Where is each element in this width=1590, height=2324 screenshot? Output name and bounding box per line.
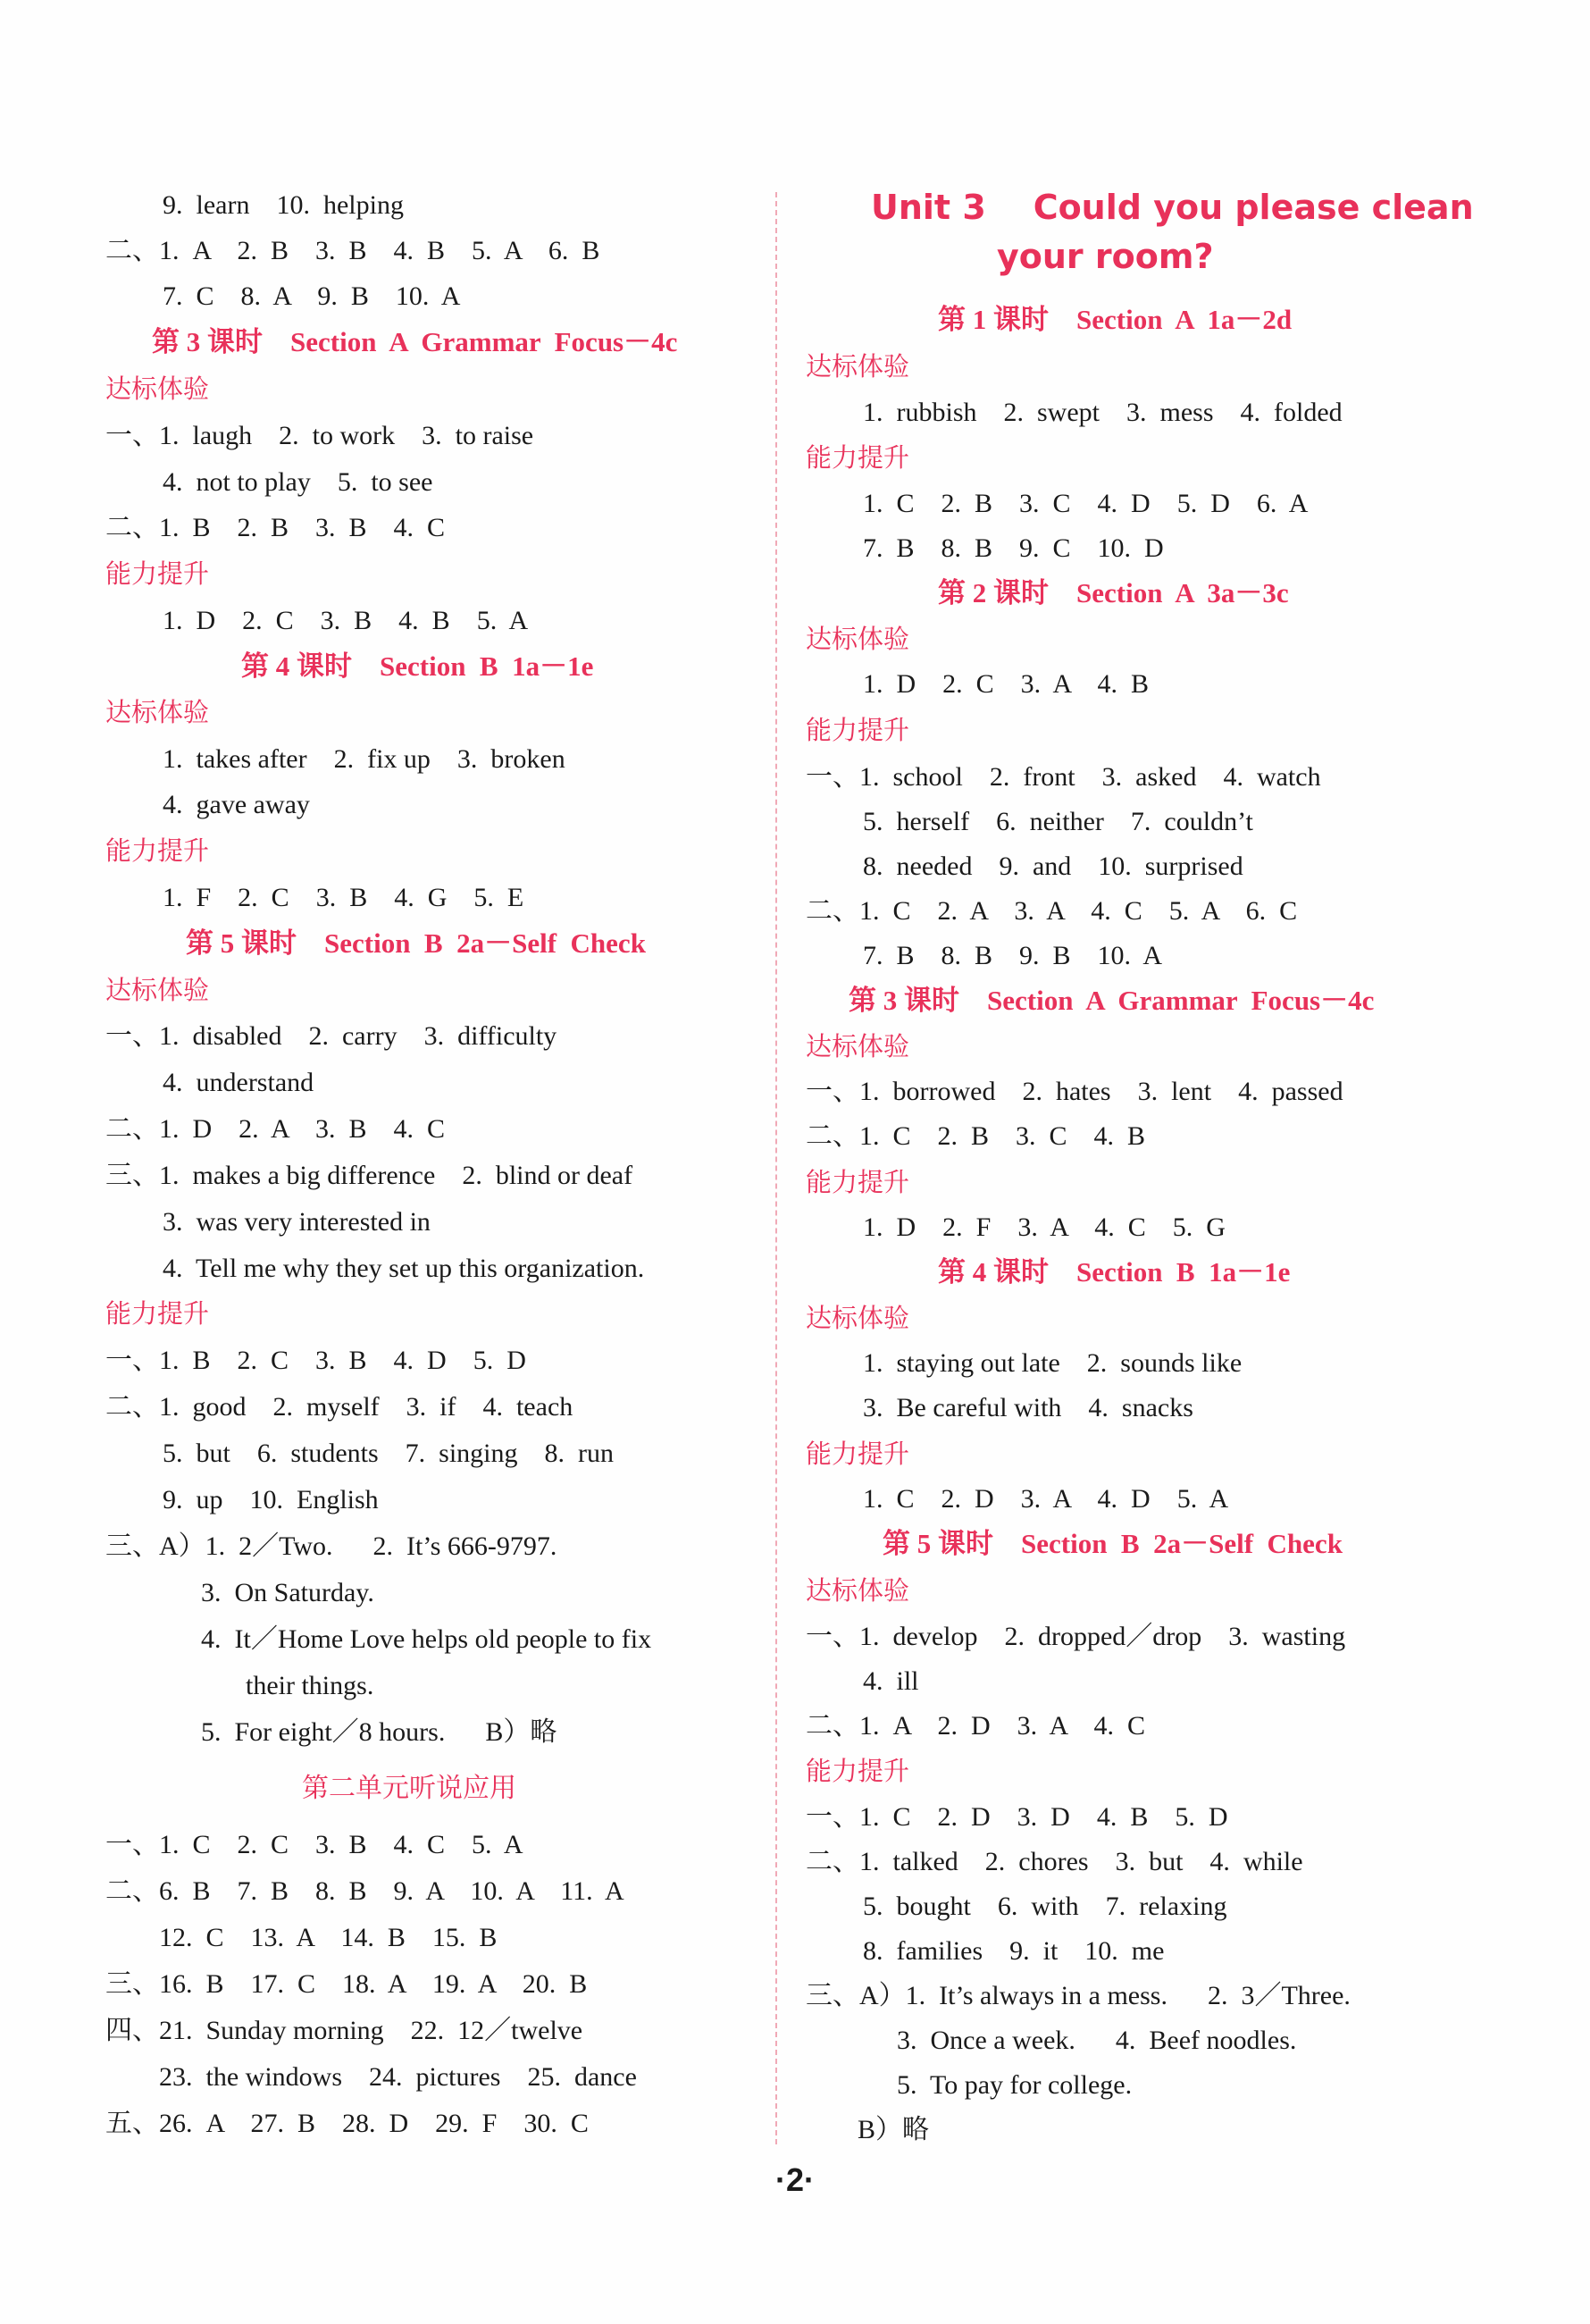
section-label-improve: 能力提升 bbox=[806, 1439, 910, 1469]
answer-line: 5. herself 6. neither 7. couldn’t bbox=[863, 807, 1253, 836]
lesson-heading: 第 3 课时 Section A Grammar Focus－4c bbox=[152, 326, 678, 357]
answer-line: 二、1. good 2. myself 3. if 4. teach bbox=[105, 1392, 573, 1422]
answer-line: 4. ill bbox=[863, 1666, 919, 1696]
section-label-practice: 达标体验 bbox=[806, 1303, 910, 1333]
answer-line: 4. Tell me why they set up this organization. bbox=[163, 1254, 645, 1283]
answer-line: 二、1. D 2. A 3. B 4. C bbox=[105, 1114, 446, 1144]
answer-line: 8. needed 9. and 10. surprised bbox=[863, 852, 1243, 881]
answer-line: 4. It／Home Love helps old people to fix bbox=[201, 1624, 652, 1654]
answer-line: 3. On Saturday. bbox=[201, 1578, 374, 1607]
answer-line: their things. bbox=[246, 1671, 374, 1700]
answer-line: 二、1. B 2. B 3. B 4. C bbox=[105, 513, 446, 542]
answer-line: 5. To pay for college. bbox=[897, 2070, 1133, 2100]
lesson-heading: 第 1 课时 Section A 1a－2d bbox=[938, 304, 1293, 335]
answer-line: 1. D 2. C 3. B 4. B 5. A bbox=[163, 606, 529, 635]
answer-line: 12. C 13. A 14. B 15. B bbox=[159, 1923, 498, 1952]
answer-line: 1. C 2. D 3. A 4. D 5. A bbox=[863, 1484, 1229, 1514]
page-number: ·2· bbox=[775, 2161, 815, 2198]
answer-line: 三、A）1. It’s always in a mess. 2. 3／Three. bbox=[806, 1981, 1351, 2010]
answer-line: 二、1. A 2. B 3. B 4. B 5. A 6. B bbox=[105, 236, 600, 265]
lesson-heading: 第 3 课时 Section A Grammar Focus－4c bbox=[849, 985, 1375, 1016]
answer-line: 一、1. C 2. D 3. D 4. B 5. D bbox=[806, 1802, 1228, 1832]
section-label-practice: 达标体验 bbox=[105, 975, 210, 1005]
answer-line: 4. gave away bbox=[163, 790, 310, 819]
lesson-heading: 第 4 课时 Section B 1a－1e bbox=[938, 1256, 1291, 1288]
answer-line: 三、16. B 17. C 18. A 19. A 20. B bbox=[105, 1969, 588, 1999]
answer-line: 1. rubbish 2. swept 3. mess 4. folded bbox=[863, 398, 1343, 427]
section-label-improve: 能力提升 bbox=[806, 715, 910, 745]
answer-line: 7. B 8. B 9. C 10. D bbox=[863, 533, 1164, 563]
section-label-improve: 能力提升 bbox=[806, 1756, 910, 1786]
answer-line: 一、1. disabled 2. carry 3. difficulty bbox=[105, 1021, 557, 1051]
answer-line: B）略 bbox=[858, 2115, 930, 2144]
section-label-improve: 能力提升 bbox=[806, 1167, 910, 1197]
answer-line: 一、1. laugh 2. to work 3. to raise bbox=[105, 421, 534, 450]
answer-line: 二、1. C 2. A 3. A 4. C 5. A 6. C bbox=[806, 896, 1298, 926]
answer-line: 3. Once a week. 4. Beef noodles. bbox=[897, 2026, 1297, 2055]
lesson-heading: 第 5 课时 Section B 2a－Self Check bbox=[883, 1528, 1343, 1559]
section-label-improve: 能力提升 bbox=[105, 558, 210, 589]
answer-line: 四、21. Sunday morning 22. 12／twelve bbox=[105, 2016, 583, 2045]
lesson-heading: 第 4 课时 Section B 1a－1e bbox=[241, 650, 594, 682]
answer-line: 1. D 2. F 3. A 4. C 5. G bbox=[863, 1212, 1226, 1242]
answer-line: 二、1. A 2. D 3. A 4. C bbox=[806, 1711, 1146, 1741]
answer-line: 一、1. B 2. C 3. B 4. D 5. D bbox=[105, 1346, 526, 1375]
answer-line: 二、1. talked 2. chores 3. but 4. while bbox=[806, 1847, 1303, 1876]
answer-line: 1. F 2. C 3. B 4. G 5. E bbox=[163, 883, 524, 912]
answer-line: 8. families 9. it 10. me bbox=[863, 1936, 1165, 1966]
answer-line: 23. the windows 24. pictures 25. dance bbox=[159, 2062, 637, 2092]
section-label-improve: 能力提升 bbox=[806, 442, 910, 473]
answer-line: 三、A）1. 2／Two. 2. It’s 666-9797. bbox=[105, 1531, 557, 1561]
column-divider bbox=[775, 192, 777, 2144]
section-label-practice: 达标体验 bbox=[105, 373, 210, 404]
answer-line: 5. For eight／8 hours. B）略 bbox=[201, 1717, 557, 1747]
answer-line: 4. not to play 5. to see bbox=[163, 467, 433, 497]
answer-line: 9. up 10. English bbox=[163, 1485, 379, 1514]
answer-line: 3. was very interested in bbox=[163, 1207, 431, 1237]
section-label-practice: 达标体验 bbox=[806, 1575, 910, 1606]
lesson-heading: 第 2 课时 Section A 3a－3c bbox=[938, 577, 1289, 608]
answer-line: 一、1. school 2. front 3. asked 4. watch bbox=[806, 762, 1321, 792]
section-label-practice: 达标体验 bbox=[105, 697, 210, 727]
unit-title-line2: your room? bbox=[997, 237, 1214, 276]
answer-line: 一、1. develop 2. dropped／drop 3. wasting bbox=[806, 1622, 1346, 1651]
section-label-practice: 达标体验 bbox=[806, 624, 910, 654]
answer-line: 5. bought 6. with 7. relaxing bbox=[863, 1892, 1227, 1921]
answer-line: 三、1. makes a big difference 2. blind or deaf bbox=[105, 1161, 633, 1190]
answer-line: 9. learn 10. helping bbox=[163, 190, 404, 220]
answer-line: 一、1. C 2. C 3. B 4. C 5. A bbox=[105, 1830, 523, 1859]
section-label-improve: 能力提升 bbox=[105, 1298, 210, 1329]
unit-listening-heading: 第二单元听说应用 bbox=[302, 1773, 516, 1804]
answer-line: 3. Be careful with 4. snacks bbox=[863, 1393, 1193, 1422]
answer-line: 1. C 2. B 3. C 4. D 5. D 6. A bbox=[863, 489, 1309, 518]
lesson-heading: 第 5 课时 Section B 2a－Self Check bbox=[186, 927, 646, 959]
answer-line: 二、6. B 7. B 8. B 9. A 10. A 11. A bbox=[105, 1876, 624, 1906]
answer-line: 1. staying out late 2. sounds like bbox=[863, 1348, 1243, 1378]
answer-line: 二、1. C 2. B 3. C 4. B bbox=[806, 1121, 1146, 1151]
answer-line: 1. takes after 2. fix up 3. broken bbox=[163, 744, 565, 774]
answer-line: 五、26. A 27. B 28. D 29. F 30. C bbox=[105, 2109, 589, 2138]
answer-line: 7. C 8. A 9. B 10. A bbox=[163, 281, 461, 311]
section-label-practice: 达标体验 bbox=[806, 1031, 910, 1061]
section-label-practice: 达标体验 bbox=[806, 351, 910, 382]
section-label-improve: 能力提升 bbox=[105, 835, 210, 866]
answer-line: 1. D 2. C 3. A 4. B bbox=[863, 669, 1150, 699]
answer-line: 4. understand bbox=[163, 1068, 314, 1097]
answer-line: 一、1. borrowed 2. hates 3. lent 4. passed bbox=[806, 1077, 1343, 1106]
answer-line: 5. but 6. students 7. singing 8. run bbox=[163, 1439, 615, 1468]
unit-title: Unit 3 Could you please clean bbox=[871, 188, 1474, 227]
answer-line: 7. B 8. B 9. B 10. A bbox=[863, 941, 1163, 970]
